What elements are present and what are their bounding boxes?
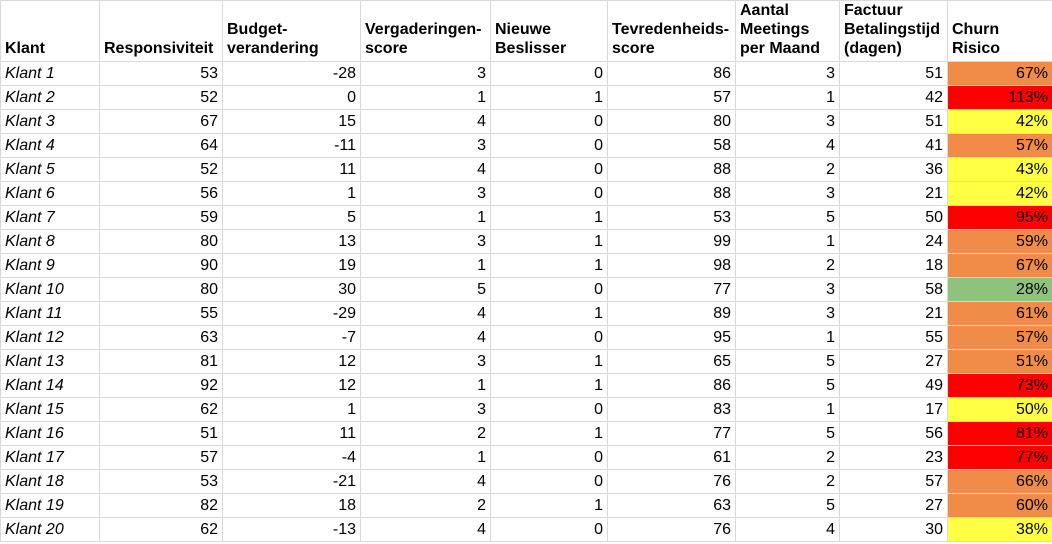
- header-row: [1, 1, 1052, 62]
- table-row: [1, 62, 1052, 86]
- cell-vergaderingenscore[interactable]: 4: [361, 302, 491, 326]
- cell-responsiviteit[interactable]: 62: [100, 518, 223, 542]
- cell-vergaderingenscore[interactable]: 3: [361, 62, 491, 86]
- cell-nieuwe-beslisser[interactable]: 0: [491, 398, 608, 422]
- cell-churn-risico[interactable]: 60%: [948, 494, 1052, 518]
- cell-churn-risico[interactable]: 42%: [948, 110, 1052, 134]
- cell-vergaderingenscore[interactable]: 1: [361, 374, 491, 398]
- cell-betalingstijd[interactable]: 30: [840, 518, 948, 542]
- cell-meetings-per-maand[interactable]: 2: [736, 470, 840, 494]
- cell-nieuwe-beslisser[interactable]: 0: [491, 446, 608, 470]
- header-churn-risico[interactable]: Churn Risico: [948, 1, 1052, 62]
- cell-betalingstijd[interactable]: 42: [840, 86, 948, 110]
- cell-betalingstijd[interactable]: 58: [840, 278, 948, 302]
- cell-budgetverandering[interactable]: -21: [223, 470, 361, 494]
- cell-churn-risico[interactable]: 95%: [948, 206, 1052, 230]
- cell-churn-risico[interactable]: 28%: [948, 278, 1052, 302]
- cell-budgetverandering[interactable]: -13: [223, 518, 361, 542]
- cell-tevredenheidsscore[interactable]: 80: [608, 110, 736, 134]
- cell-klant[interactable]: Klant 1: [1, 62, 100, 86]
- cell-tevredenheidsscore[interactable]: 86: [608, 62, 736, 86]
- table-row: [1, 326, 1052, 350]
- cell-meetings-per-maand[interactable]: 5: [736, 494, 840, 518]
- cell-nieuwe-beslisser[interactable]: 1: [491, 350, 608, 374]
- cell-responsiviteit[interactable]: 81: [100, 350, 223, 374]
- table-row: [1, 422, 1052, 446]
- header-meetings-per-maand[interactable]: Aantal Meetings per Maand: [736, 1, 840, 62]
- cell-klant[interactable]: Klant 18: [1, 470, 100, 494]
- cell-betalingstijd[interactable]: 36: [840, 158, 948, 182]
- cell-tevredenheidsscore[interactable]: 77: [608, 278, 736, 302]
- cell-vergaderingenscore[interactable]: 4: [361, 158, 491, 182]
- cell-responsiviteit[interactable]: 80: [100, 230, 223, 254]
- table-row: [1, 446, 1052, 470]
- cell-churn-risico[interactable]: 38%: [948, 518, 1052, 542]
- header-nieuwe-beslisser[interactable]: Nieuwe Beslisser: [491, 1, 608, 62]
- cell-betalingstijd[interactable]: 56: [840, 422, 948, 446]
- cell-nieuwe-beslisser[interactable]: 0: [491, 134, 608, 158]
- cell-budgetverandering[interactable]: 12: [223, 350, 361, 374]
- cell-meetings-per-maand[interactable]: 3: [736, 278, 840, 302]
- cell-klant[interactable]: Klant 12: [1, 326, 100, 350]
- cell-nieuwe-beslisser[interactable]: 0: [491, 182, 608, 206]
- cell-meetings-per-maand[interactable]: 1: [736, 86, 840, 110]
- table-row: [1, 158, 1052, 182]
- cell-budgetverandering[interactable]: 11: [223, 422, 361, 446]
- cell-tevredenheidsscore[interactable]: 76: [608, 470, 736, 494]
- cell-churn-risico[interactable]: 67%: [948, 254, 1052, 278]
- cell-tevredenheidsscore[interactable]: 63: [608, 494, 736, 518]
- table-row: [1, 86, 1052, 110]
- cell-klant[interactable]: Klant 5: [1, 158, 100, 182]
- cell-budgetverandering[interactable]: 11: [223, 158, 361, 182]
- cell-tevredenheidsscore[interactable]: 57: [608, 86, 736, 110]
- header-tevredenheidsscore[interactable]: Tevredenheids- score: [608, 1, 736, 62]
- header-budgetverandering[interactable]: Budget- verandering: [223, 1, 361, 62]
- table-row: [1, 398, 1052, 422]
- cell-meetings-per-maand[interactable]: 5: [736, 374, 840, 398]
- cell-nieuwe-beslisser[interactable]: 0: [491, 518, 608, 542]
- cell-meetings-per-maand[interactable]: 3: [736, 110, 840, 134]
- cell-betalingstijd[interactable]: 55: [840, 326, 948, 350]
- table-row: [1, 470, 1052, 494]
- cell-budgetverandering[interactable]: -29: [223, 302, 361, 326]
- header-klant[interactable]: Klant: [1, 1, 100, 62]
- cell-klant[interactable]: Klant 8: [1, 230, 100, 254]
- cell-vergaderingenscore[interactable]: 3: [361, 182, 491, 206]
- cell-tevredenheidsscore[interactable]: 86: [608, 374, 736, 398]
- cell-churn-risico[interactable]: 61%: [948, 302, 1052, 326]
- cell-vergaderingenscore[interactable]: 1: [361, 86, 491, 110]
- table-row: [1, 134, 1052, 158]
- cell-betalingstijd[interactable]: 51: [840, 62, 948, 86]
- cell-tevredenheidsscore[interactable]: 61: [608, 446, 736, 470]
- cell-churn-risico[interactable]: 51%: [948, 350, 1052, 374]
- table-row: [1, 278, 1052, 302]
- cell-churn-risico[interactable]: 43%: [948, 158, 1052, 182]
- cell-vergaderingenscore[interactable]: 3: [361, 350, 491, 374]
- cell-klant[interactable]: Klant 9: [1, 254, 100, 278]
- cell-nieuwe-beslisser[interactable]: 1: [491, 254, 608, 278]
- cell-klant[interactable]: Klant 20: [1, 518, 100, 542]
- cell-responsiviteit[interactable]: 55: [100, 302, 223, 326]
- cell-betalingstijd[interactable]: 41: [840, 134, 948, 158]
- cell-klant[interactable]: Klant 4: [1, 134, 100, 158]
- cell-vergaderingenscore[interactable]: 3: [361, 134, 491, 158]
- cell-tevredenheidsscore[interactable]: 53: [608, 206, 736, 230]
- cell-responsiviteit[interactable]: 52: [100, 158, 223, 182]
- cell-nieuwe-beslisser[interactable]: 0: [491, 278, 608, 302]
- cell-meetings-per-maand[interactable]: 2: [736, 446, 840, 470]
- cell-churn-risico[interactable]: 42%: [948, 182, 1052, 206]
- cell-responsiviteit[interactable]: 82: [100, 494, 223, 518]
- cell-vergaderingenscore[interactable]: 3: [361, 398, 491, 422]
- cell-klant[interactable]: Klant 14: [1, 374, 100, 398]
- cell-responsiviteit[interactable]: 56: [100, 182, 223, 206]
- cell-vergaderingenscore[interactable]: 4: [361, 110, 491, 134]
- cell-churn-risico[interactable]: 50%: [948, 398, 1052, 422]
- cell-churn-risico[interactable]: 81%: [948, 422, 1052, 446]
- table-row: [1, 254, 1052, 278]
- cell-budgetverandering[interactable]: 19: [223, 254, 361, 278]
- cell-responsiviteit[interactable]: 51: [100, 422, 223, 446]
- cell-betalingstijd[interactable]: 17: [840, 398, 948, 422]
- cell-betalingstijd[interactable]: 49: [840, 374, 948, 398]
- cell-churn-risico[interactable]: 57%: [948, 326, 1052, 350]
- cell-budgetverandering[interactable]: -11: [223, 134, 361, 158]
- cell-responsiviteit[interactable]: 64: [100, 134, 223, 158]
- cell-klant[interactable]: Klant 19: [1, 494, 100, 518]
- cell-betalingstijd[interactable]: 18: [840, 254, 948, 278]
- cell-vergaderingenscore[interactable]: 1: [361, 446, 491, 470]
- cell-responsiviteit[interactable]: 53: [100, 470, 223, 494]
- cell-nieuwe-beslisser[interactable]: 0: [491, 470, 608, 494]
- cell-churn-risico[interactable]: 113%: [948, 86, 1052, 110]
- cell-responsiviteit[interactable]: 52: [100, 86, 223, 110]
- table-body: [1, 62, 1052, 542]
- cell-meetings-per-maand[interactable]: 5: [736, 206, 840, 230]
- table-row: [1, 182, 1052, 206]
- cell-responsiviteit[interactable]: 57: [100, 446, 223, 470]
- cell-vergaderingenscore[interactable]: 3: [361, 230, 491, 254]
- table-row: [1, 494, 1052, 518]
- cell-budgetverandering[interactable]: 18: [223, 494, 361, 518]
- cell-vergaderingenscore[interactable]: 1: [361, 254, 491, 278]
- cell-responsiviteit[interactable]: 80: [100, 278, 223, 302]
- cell-tevredenheidsscore[interactable]: 65: [608, 350, 736, 374]
- cell-tevredenheidsscore[interactable]: 95: [608, 326, 736, 350]
- cell-klant[interactable]: Klant 2: [1, 86, 100, 110]
- table-row: [1, 230, 1052, 254]
- cell-tevredenheidsscore[interactable]: 83: [608, 398, 736, 422]
- cell-responsiviteit[interactable]: 90: [100, 254, 223, 278]
- cell-nieuwe-beslisser[interactable]: 1: [491, 302, 608, 326]
- cell-meetings-per-maand[interactable]: 1: [736, 230, 840, 254]
- cell-betalingstijd[interactable]: 50: [840, 206, 948, 230]
- cell-nieuwe-beslisser[interactable]: 0: [491, 326, 608, 350]
- cell-klant[interactable]: Klant 3: [1, 110, 100, 134]
- cell-budgetverandering[interactable]: 12: [223, 374, 361, 398]
- cell-klant[interactable]: Klant 15: [1, 398, 100, 422]
- cell-responsiviteit[interactable]: 92: [100, 374, 223, 398]
- cell-budgetverandering[interactable]: 13: [223, 230, 361, 254]
- cell-churn-risico[interactable]: 57%: [948, 134, 1052, 158]
- header-vergaderingenscore[interactable]: Vergaderingen- score: [361, 1, 491, 62]
- cell-klant[interactable]: Klant 16: [1, 422, 100, 446]
- cell-meetings-per-maand[interactable]: 3: [736, 182, 840, 206]
- table-row: [1, 110, 1052, 134]
- cell-betalingstijd[interactable]: 27: [840, 350, 948, 374]
- header-betalingstijd[interactable]: Factuur Betalingstijd (dagen): [840, 1, 948, 62]
- cell-meetings-per-maand[interactable]: 3: [736, 302, 840, 326]
- cell-nieuwe-beslisser[interactable]: 1: [491, 230, 608, 254]
- cell-churn-risico[interactable]: 67%: [948, 62, 1052, 86]
- cell-betalingstijd[interactable]: 24: [840, 230, 948, 254]
- cell-tevredenheidsscore[interactable]: 76: [608, 518, 736, 542]
- header-responsiviteit[interactable]: Responsiviteit: [100, 1, 223, 62]
- cell-betalingstijd[interactable]: 57: [840, 470, 948, 494]
- cell-meetings-per-maand[interactable]: 2: [736, 158, 840, 182]
- table-row: [1, 206, 1052, 230]
- cell-tevredenheidsscore[interactable]: 88: [608, 182, 736, 206]
- cell-meetings-per-maand[interactable]: 2: [736, 254, 840, 278]
- cell-meetings-per-maand[interactable]: 5: [736, 422, 840, 446]
- cell-responsiviteit[interactable]: 62: [100, 398, 223, 422]
- cell-budgetverandering[interactable]: 0: [223, 86, 361, 110]
- cell-churn-risico[interactable]: 66%: [948, 470, 1052, 494]
- cell-nieuwe-beslisser[interactable]: 0: [491, 158, 608, 182]
- cell-vergaderingenscore[interactable]: 1: [361, 206, 491, 230]
- cell-nieuwe-beslisser[interactable]: 0: [491, 62, 608, 86]
- cell-betalingstijd[interactable]: 21: [840, 302, 948, 326]
- cell-budgetverandering[interactable]: -4: [223, 446, 361, 470]
- cell-klant[interactable]: Klant 11: [1, 302, 100, 326]
- cell-klant[interactable]: Klant 17: [1, 446, 100, 470]
- table-row: [1, 302, 1052, 326]
- cell-churn-risico[interactable]: 77%: [948, 446, 1052, 470]
- cell-meetings-per-maand[interactable]: 3: [736, 62, 840, 86]
- cell-tevredenheidsscore[interactable]: 98: [608, 254, 736, 278]
- cell-vergaderingenscore[interactable]: 4: [361, 326, 491, 350]
- cell-churn-risico[interactable]: 73%: [948, 374, 1052, 398]
- cell-vergaderingenscore[interactable]: 2: [361, 422, 491, 446]
- table-row: [1, 374, 1052, 398]
- table-row: [1, 518, 1052, 542]
- cell-vergaderingenscore[interactable]: 5: [361, 278, 491, 302]
- cell-klant[interactable]: Klant 13: [1, 350, 100, 374]
- cell-meetings-per-maand[interactable]: 5: [736, 350, 840, 374]
- cell-budgetverandering[interactable]: 5: [223, 206, 361, 230]
- cell-tevredenheidsscore[interactable]: 77: [608, 422, 736, 446]
- cell-nieuwe-beslisser[interactable]: 1: [491, 206, 608, 230]
- cell-tevredenheidsscore[interactable]: 58: [608, 134, 736, 158]
- cell-nieuwe-beslisser[interactable]: 1: [491, 374, 608, 398]
- cell-responsiviteit[interactable]: 59: [100, 206, 223, 230]
- cell-meetings-per-maand[interactable]: 1: [736, 326, 840, 350]
- cell-nieuwe-beslisser[interactable]: 1: [491, 494, 608, 518]
- cell-klant[interactable]: Klant 10: [1, 278, 100, 302]
- cell-vergaderingenscore[interactable]: 2: [361, 494, 491, 518]
- cell-responsiviteit[interactable]: 67: [100, 110, 223, 134]
- cell-responsiviteit[interactable]: 53: [100, 62, 223, 86]
- cell-nieuwe-beslisser[interactable]: 1: [491, 422, 608, 446]
- cell-budgetverandering[interactable]: -28: [223, 62, 361, 86]
- table-row: [1, 350, 1052, 374]
- cell-vergaderingenscore[interactable]: 4: [361, 518, 491, 542]
- cell-betalingstijd[interactable]: 27: [840, 494, 948, 518]
- cell-responsiviteit[interactable]: 63: [100, 326, 223, 350]
- cell-churn-risico[interactable]: 59%: [948, 230, 1052, 254]
- cell-nieuwe-beslisser[interactable]: 1: [491, 86, 608, 110]
- cell-tevredenheidsscore[interactable]: 99: [608, 230, 736, 254]
- cell-tevredenheidsscore[interactable]: 89: [608, 302, 736, 326]
- cell-meetings-per-maand[interactable]: 4: [736, 518, 840, 542]
- cell-nieuwe-beslisser[interactable]: 0: [491, 110, 608, 134]
- cell-tevredenheidsscore[interactable]: 88: [608, 158, 736, 182]
- cell-budgetverandering[interactable]: 1: [223, 398, 361, 422]
- cell-budgetverandering[interactable]: -7: [223, 326, 361, 350]
- cell-meetings-per-maand[interactable]: 4: [736, 134, 840, 158]
- cell-meetings-per-maand[interactable]: 1: [736, 398, 840, 422]
- cell-klant[interactable]: Klant 7: [1, 206, 100, 230]
- cell-budgetverandering[interactable]: 30: [223, 278, 361, 302]
- cell-budgetverandering[interactable]: 15: [223, 110, 361, 134]
- cell-betalingstijd[interactable]: 21: [840, 182, 948, 206]
- cell-klant[interactable]: Klant 6: [1, 182, 100, 206]
- cell-betalingstijd[interactable]: 51: [840, 110, 948, 134]
- cell-budgetverandering[interactable]: 1: [223, 182, 361, 206]
- cell-betalingstijd[interactable]: 23: [840, 446, 948, 470]
- cell-vergaderingenscore[interactable]: 4: [361, 470, 491, 494]
